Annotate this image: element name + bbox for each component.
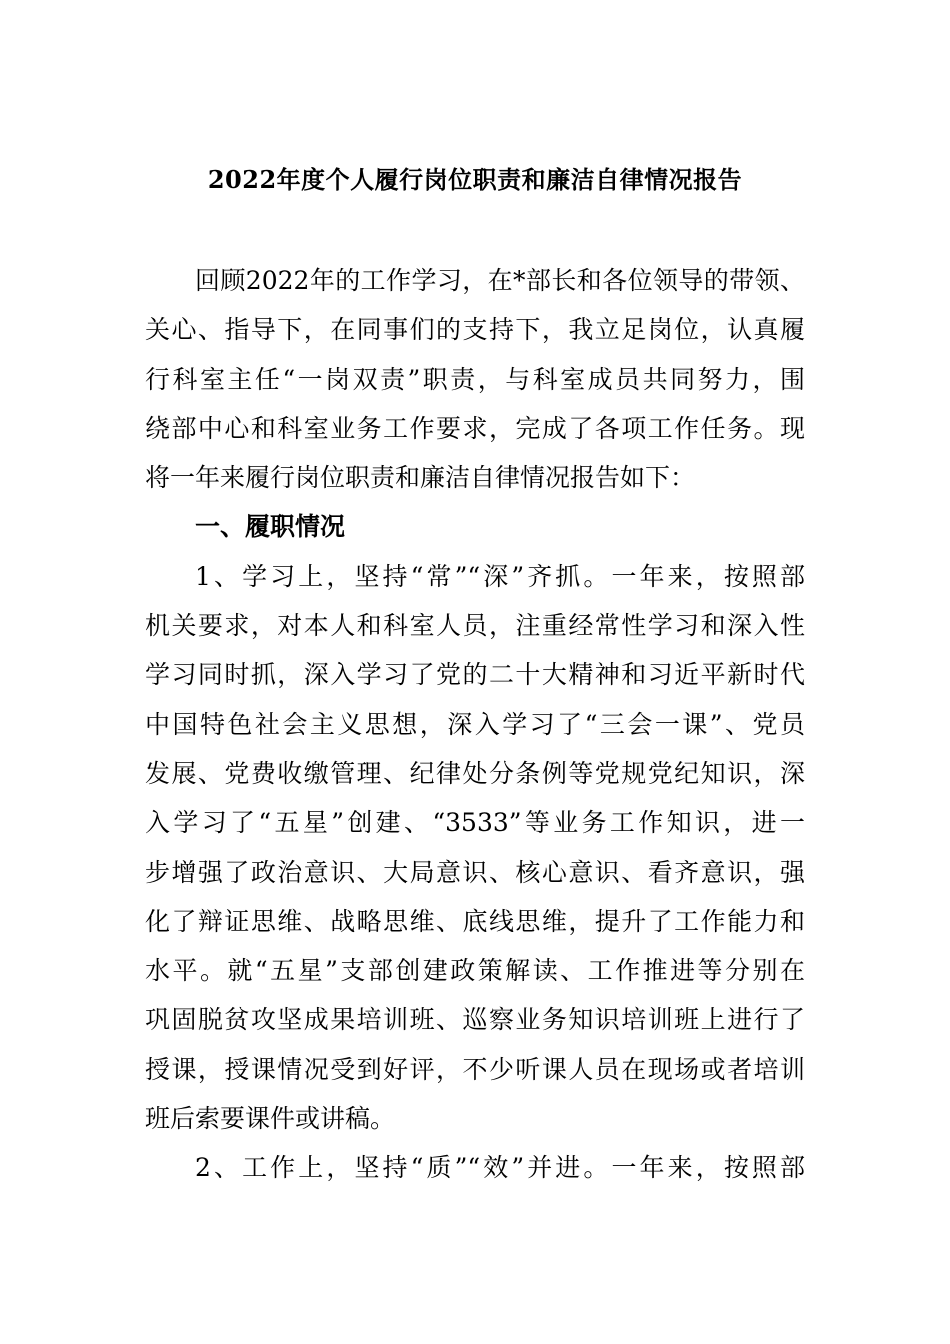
- document-title: 2022年度个人履行岗位职责和廉洁自律情况报告: [207, 165, 743, 194]
- paragraph-study-line-10: 巩固脱贫攻坚成果培训班、巡察业务知识培训班上进行了: [145, 1005, 805, 1035]
- paragraph-study-line-4: 中国特色社会主义思想，深入学习了“三会一课”、党员: [145, 709, 805, 739]
- document-body: [145, 256, 805, 1193]
- section-heading-performance: 一、履职情况: [195, 512, 346, 542]
- paragraph-intro-line-3: 行科室主任“一岗双责”职责，与科室成员共同努力，围: [145, 364, 805, 394]
- paragraph-intro-line-4: 绕部中心和科室业务工作要求，完成了各项工作任务。现: [145, 413, 805, 443]
- paragraph-study-line-6: 入学习了“五星”创建、“3533”等业务工作知识，进一: [145, 808, 805, 838]
- paragraph-study-line-5: 发展、党费收缴管理、纪律处分条例等党规党纪知识，深: [145, 758, 805, 788]
- paragraph-work-line-1: 2、工作上，坚持“质”“效”并进。一年来，按照部: [195, 1153, 805, 1183]
- paragraph-study-line-11: 授课，授课情况受到好评，不少听课人员在现场或者培训: [145, 1054, 805, 1084]
- paragraph-study-line-3: 学习同时抓，深入学习了党的二十大精神和习近平新时代: [145, 660, 805, 690]
- paragraph-intro-line-1: 回顾2022年的工作学习，在*部长和各位领导的带领、: [195, 266, 805, 295]
- paragraph-study-line-9: 水平。就“五星”支部创建政策解读、工作推进等分别在: [145, 956, 805, 986]
- paragraph-intro-line-2: 关心、指导下，在同事们的支持下，我立足岗位，认真履: [145, 315, 805, 345]
- paragraph-study-line-8: 化了辩证思维、战略思维、底线思维，提升了工作能力和: [145, 906, 805, 936]
- paragraph-study-line-7: 步增强了政治意识、大局意识、核心意识、看齐意识，强: [145, 857, 805, 887]
- paragraph-study-line-2: 机关要求，对本人和科室人员，注重经常性学习和深入性: [145, 611, 805, 641]
- paragraph-study-line-12: 班后索要课件或讲稿。: [145, 1104, 396, 1134]
- paragraph-study-line-1: 1、学习上，坚持“常”“深”齐抓。一年来，按照部: [195, 561, 805, 591]
- paragraph-intro-line-5: 将一年来履行岗位职责和廉洁自律情况报告如下：: [145, 463, 696, 493]
